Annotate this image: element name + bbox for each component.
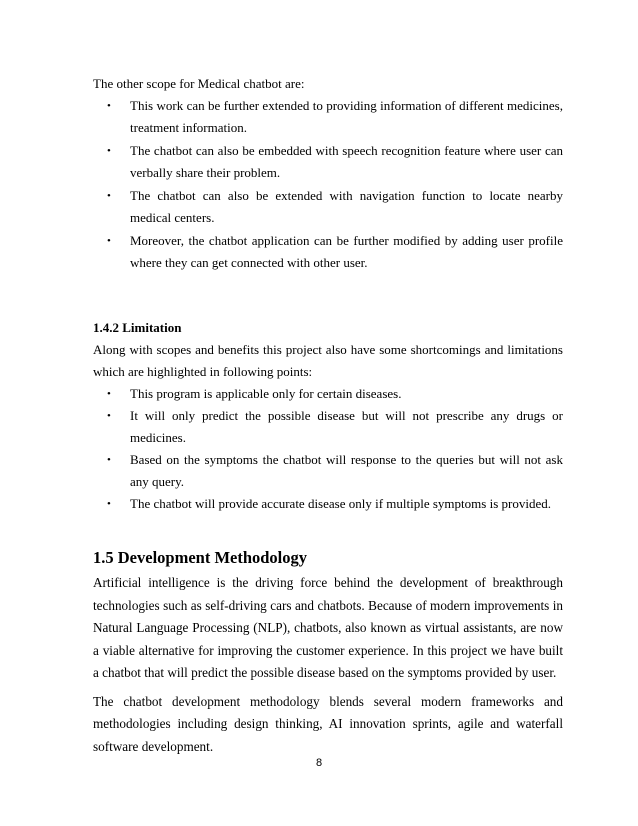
scope-item-text: Moreover, the chatbot application can be further modified by adding user profile where they can get connected with other user.	[130, 233, 563, 270]
document-page	[93, 60, 563, 758]
page-number: 8	[315, 757, 323, 769]
list-item	[93, 405, 563, 449]
list-item	[93, 140, 563, 184]
bullet-icon: •	[107, 190, 111, 202]
limitation-intro: Along with scopes and benefits this project also have some shortcomings and limitations which are highlighted in following points:	[93, 342, 563, 379]
limitation-item-text: Based on the symptoms the chatbot will response to the queries but will not ask any query.	[130, 452, 563, 489]
list-item	[93, 185, 563, 229]
scope-item-text: This work can be further extended to providing information of different medicines, treatment information.	[130, 98, 563, 135]
bullet-icon: •	[107, 454, 111, 466]
list-item	[93, 230, 563, 274]
limitation-heading: 1.4.2 Limitation	[93, 320, 182, 335]
bullet-icon: •	[107, 100, 111, 112]
bullet-icon: •	[107, 145, 111, 157]
scope-item-text: The chatbot can also be embedded with speech recognition feature where user can verbally share their problem.	[130, 143, 563, 180]
methodology-paragraph-1: Artificial intelligence is the driving force behind the development of breakthrough technologies such as self-driving cars and chatbots. Because of modern improvements in Natural Language Processing (NLP), chatbots, also known as virtual assistants, are now a viable alternative for improving the customer experience. In this project we have built a chatbot that will predict the possible disease based on the symptoms provided by user.	[93, 575, 563, 680]
list-item	[93, 383, 563, 405]
limitation-item-text: This program is applicable only for certain diseases.	[130, 386, 402, 401]
list-item	[93, 493, 563, 515]
scope-intro: The other scope for Medical chatbot are:	[93, 76, 305, 91]
list-item	[93, 449, 563, 493]
bullet-icon: •	[107, 498, 111, 510]
methodology-heading: 1.5 Development Methodology	[93, 548, 308, 567]
limitation-list	[93, 383, 563, 515]
limitation-item-text: The chatbot will provide accurate disease only if multiple symptoms is provided.	[130, 496, 551, 511]
scope-list	[93, 95, 563, 274]
list-item	[93, 95, 563, 139]
bullet-icon: •	[107, 388, 111, 400]
bullet-icon: •	[107, 235, 111, 247]
limitation-item-text: It will only predict the possible disease but will not prescribe any drugs or medicines.	[130, 408, 563, 445]
methodology-paragraph-2: The chatbot development methodology blends several modern frameworks and methodologies including design thinking, AI innovation sprints, agile and waterfall software development.	[93, 693, 563, 754]
scope-item-text: The chatbot can also be extended with navigation function to locate nearby medical centers.	[130, 188, 563, 225]
bullet-icon: •	[107, 410, 111, 422]
